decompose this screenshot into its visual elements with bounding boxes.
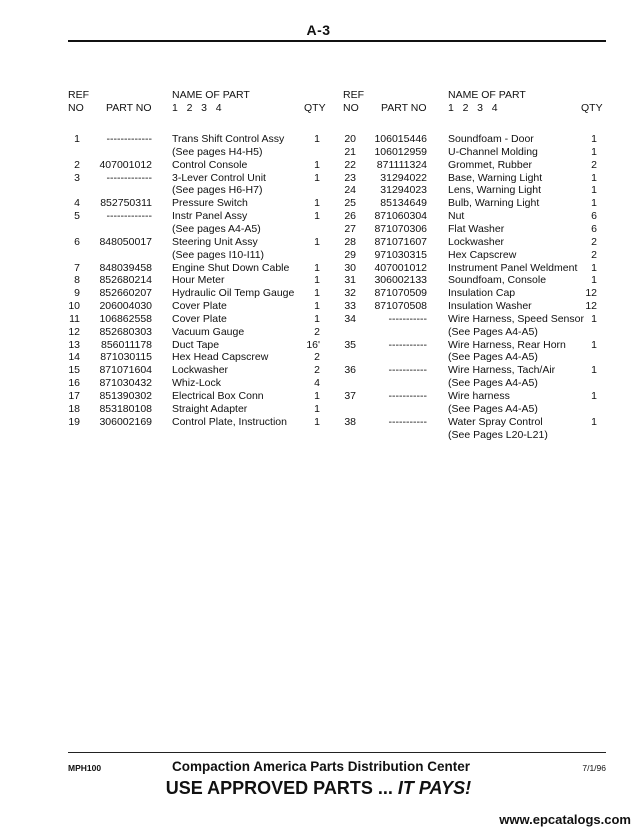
left-row-part: 871030432: [99, 377, 152, 390]
right-row-name: Soundfoam - Door: [448, 133, 534, 145]
left-row-ref: 6: [74, 235, 80, 248]
left-row-ref: 17: [68, 390, 80, 402]
left-row-qty: 2: [314, 351, 320, 364]
right-row-ref: 36: [344, 364, 356, 377]
right-row-qty: 2: [591, 158, 597, 171]
left-row-ref: 8: [74, 274, 80, 287]
left-row-ref: 1: [74, 133, 80, 145]
right-row-name: Wire Harness, Rear Horn: [448, 338, 566, 351]
left-row-qty: 16': [306, 338, 320, 351]
left-row-qty: 1: [314, 133, 320, 145]
footer-code: MPH100: [68, 763, 102, 773]
left-row-name: Control Console: [172, 158, 248, 171]
left-row-name: Duct Tape: [172, 338, 220, 351]
left-row-qty: 1: [314, 171, 320, 184]
right-row-name: Wire Harness, Speed Sensor: [448, 312, 584, 325]
left-row-qty: 1: [314, 261, 320, 274]
right-row-part: 306002133: [374, 274, 427, 287]
left-row-name: Whiz-Lock: [172, 377, 222, 390]
left-row-part: 206004030: [99, 300, 152, 313]
right-row-qty: 2: [591, 235, 597, 248]
left-row-qty: 2: [314, 364, 320, 377]
right-row-part: -----------: [388, 390, 427, 402]
left-header-name-indent: 1 2 3 4: [172, 102, 222, 114]
left-row-name: Trans Shift Control Assy: [172, 133, 285, 145]
right-row-name: Wire Harness, Tach/Air: [448, 364, 556, 377]
left-row-part: 851390302: [99, 390, 152, 402]
right-row-ref: 33: [344, 300, 356, 313]
right-row-qty: 1: [591, 364, 597, 377]
left-row-qty: 1: [314, 197, 320, 210]
left-row-qty: 1: [314, 235, 320, 248]
right-row-qty: 1: [591, 197, 597, 210]
right-row-qty: 1: [591, 133, 597, 145]
right-row-ref: 32: [344, 287, 356, 300]
left-row-name: (See pages I10-I11): [172, 248, 265, 261]
right-row-name: (See Pages L20-L21): [448, 428, 548, 441]
left-row-ref: 12: [68, 325, 80, 338]
left-row-name: Steering Unit Assy: [172, 235, 258, 248]
right-row-name: Insulation Cap: [448, 287, 516, 300]
right-row-part: -----------: [388, 312, 427, 325]
left-row-ref: 4: [74, 197, 80, 210]
right-row-name: (See Pages A4-A5): [448, 325, 538, 338]
right-row-qty: 1: [591, 274, 597, 287]
left-row-part: 848039458: [99, 261, 152, 274]
right-row-name: Hex Capscrew: [448, 248, 517, 261]
left-row-part: 871071604: [99, 364, 152, 377]
right-row-qty: 1: [591, 145, 597, 158]
left-row-qty: 1: [314, 274, 320, 287]
right-header-ref-top: REF: [343, 89, 364, 101]
left-row-qty: 1: [314, 210, 320, 223]
left-row-ref: 3: [74, 171, 80, 184]
left-row-ref: 5: [74, 210, 80, 223]
footer-slogan-main: USE APPROVED PARTS ...: [165, 778, 398, 798]
right-header-qty: QTY: [581, 102, 603, 114]
left-row-part: 852660207: [99, 287, 152, 300]
right-row-part: 31294023: [380, 184, 427, 197]
left-row-ref: 15: [68, 364, 80, 377]
right-row-qty: 6: [591, 210, 597, 223]
right-row-part: 871060304: [374, 210, 427, 223]
right-row-qty: 1: [591, 312, 597, 325]
left-row-qty: 1: [314, 158, 320, 171]
left-row-name: Control Plate, Instruction: [172, 415, 287, 428]
right-row-name: Instrument Panel Weldment: [448, 261, 578, 274]
left-row-part: 106862558: [99, 312, 152, 325]
left-row-part: 852680214: [99, 274, 152, 287]
right-row-name: (See Pages A4-A5): [448, 351, 538, 364]
left-row-part: 852680303: [99, 325, 152, 338]
left-row-name: Cover Plate: [172, 312, 227, 325]
left-row-name: Electrical Box Conn: [172, 390, 264, 402]
right-header-name-indent: 1 2 3 4: [448, 102, 498, 114]
right-row-ref: 21: [344, 145, 356, 158]
left-row-name: 3-Lever Control Unit: [172, 171, 266, 184]
left-row-part: 306002169: [99, 415, 152, 428]
right-row-ref: 23: [344, 171, 356, 184]
left-row-name: Hex Head Capscrew: [172, 351, 269, 364]
right-row-part: 85134649: [380, 197, 427, 210]
right-header-part-no: PART NO: [381, 102, 427, 114]
left-row-ref: 19: [68, 415, 80, 428]
left-header-ref-top: REF: [68, 89, 89, 101]
footer-slogan: [0, 778, 637, 799]
right-row-ref: 27: [344, 222, 356, 235]
right-row-ref: 37: [344, 390, 356, 402]
right-row-qty: 1: [591, 171, 597, 184]
left-row-part: 871030115: [100, 351, 152, 364]
left-row-qty: 4: [314, 377, 320, 390]
right-row-ref: 35: [344, 338, 356, 351]
left-row-name: (See pages A4-A5): [172, 222, 261, 235]
right-row-qty: 1: [591, 184, 597, 197]
right-row-qty: 1: [591, 338, 597, 351]
right-row-name: Water Spray Control: [448, 415, 543, 428]
left-row-name: (See pages H6-H7): [172, 184, 263, 197]
footer-slogan-emphasis: IT PAYS!: [397, 778, 472, 798]
footer-date: 7/1/96: [582, 763, 606, 773]
right-row-name: (See Pages A4-A5): [448, 377, 538, 390]
left-header-qty: QTY: [304, 102, 326, 114]
right-row-name: Grommet, Rubber: [448, 158, 533, 171]
left-row-ref: 9: [74, 287, 80, 300]
right-row-part: -----------: [388, 338, 427, 351]
right-row-part: 106015446: [374, 133, 427, 145]
right-row-qty: 1: [591, 390, 597, 402]
left-row-ref: 13: [68, 338, 80, 351]
right-row-qty: 12: [585, 300, 597, 313]
left-row-qty: 1: [314, 300, 320, 313]
left-row-ref: 2: [74, 158, 80, 171]
left-row-name: Hydraulic Oil Temp Gauge: [172, 287, 295, 300]
left-row-name: Engine Shut Down Cable: [172, 261, 290, 274]
left-row-qty: 1: [314, 287, 320, 300]
left-row-part: -------------: [106, 210, 152, 223]
right-row-ref: 24: [344, 184, 356, 197]
left-row-name: (See pages H4-H5): [172, 145, 263, 158]
right-row-name: (See Pages A4-A5): [448, 402, 538, 415]
left-row-name: Pressure Switch: [172, 197, 248, 210]
right-header-name-top: NAME OF PART: [448, 89, 526, 101]
right-row-name: U-Channel Molding: [448, 145, 538, 158]
left-row-name: Vacuum Gauge: [172, 325, 245, 338]
left-row-name: Instr Panel Assy: [172, 210, 248, 223]
right-row-name: Soundfoam, Console: [448, 274, 547, 287]
right-row-name: Lockwasher: [448, 235, 505, 248]
right-row-qty: 6: [591, 222, 597, 235]
right-row-ref: 30: [344, 261, 356, 274]
right-row-ref: 31: [344, 274, 356, 287]
left-row-name: Cover Plate: [172, 300, 227, 313]
right-row-name: Base, Warning Light: [448, 171, 543, 184]
left-row-name: Lockwasher: [172, 364, 229, 377]
right-row-ref: 34: [344, 312, 356, 325]
right-row-ref: 38: [344, 415, 356, 428]
right-row-part: 871071607: [374, 235, 427, 248]
right-row-ref: 26: [344, 210, 356, 223]
right-row-part: 106012959: [374, 145, 427, 158]
left-row-part: -------------: [106, 133, 152, 145]
left-row-part: -------------: [106, 171, 152, 184]
right-row-part: 871070509: [374, 287, 427, 300]
right-row-name: Wire harness: [448, 390, 510, 402]
left-row-part: 852750311: [100, 197, 152, 210]
right-row-name: Nut: [448, 210, 465, 223]
left-row-qty: 1: [314, 402, 320, 415]
left-row-ref: 14: [68, 351, 80, 364]
left-header-name-top: NAME OF PART: [172, 89, 250, 101]
left-row-qty: 1: [314, 415, 320, 428]
right-row-part: 871111324: [376, 158, 427, 171]
left-row-ref: 10: [68, 300, 80, 313]
right-row-ref: 20: [344, 133, 356, 145]
right-row-part: -----------: [388, 364, 427, 377]
right-row-qty: 1: [591, 415, 597, 428]
right-row-part: -----------: [388, 415, 427, 428]
left-row-ref: 11: [69, 312, 80, 325]
right-row-name: Flat Washer: [448, 222, 505, 235]
left-row-ref: 7: [74, 261, 80, 274]
left-row-name: Hour Meter: [172, 274, 225, 287]
left-row-part: 853180108: [99, 402, 152, 415]
right-row-part: 871070508: [374, 300, 427, 313]
right-row-name: Bulb, Warning Light: [448, 197, 540, 210]
left-row-part: 407001012: [99, 158, 152, 171]
right-row-ref: 25: [344, 197, 356, 210]
left-row-qty: 1: [314, 312, 320, 325]
right-row-name: Lens, Warning Light: [448, 184, 541, 197]
left-row-ref: 18: [68, 402, 80, 415]
left-row-name: Straight Adapter: [172, 402, 248, 415]
footer-company: Compaction America Parts Distribution Center: [172, 759, 471, 774]
right-row-ref: 28: [344, 235, 356, 248]
right-row-part: 31294022: [380, 171, 427, 184]
left-row-part: 848050017: [99, 235, 152, 248]
left-row-part: 856011178: [101, 338, 152, 351]
right-row-part: 971030315: [374, 248, 427, 261]
right-row-qty: 1: [591, 261, 597, 274]
left-header-part-no: PART NO: [106, 102, 152, 114]
left-row-ref: 16: [68, 377, 80, 390]
right-row-qty: 2: [591, 248, 597, 261]
right-row-ref: 22: [344, 158, 356, 171]
page-title: A-3: [306, 22, 331, 38]
footer-rule: [68, 752, 606, 753]
right-header-ref-bottom: NO: [343, 102, 359, 114]
right-row-name: Insulation Washer: [448, 300, 532, 313]
left-row-qty: 2: [314, 325, 320, 338]
right-row-ref: 29: [344, 248, 356, 261]
left-row-qty: 1: [314, 390, 320, 402]
left-header-ref-bottom: NO: [68, 102, 84, 114]
watermark: www.epcatalogs.com: [499, 812, 631, 827]
right-row-part: 407001012: [374, 261, 427, 274]
right-row-qty: 12: [585, 287, 597, 300]
right-row-part: 871070306: [374, 222, 427, 235]
